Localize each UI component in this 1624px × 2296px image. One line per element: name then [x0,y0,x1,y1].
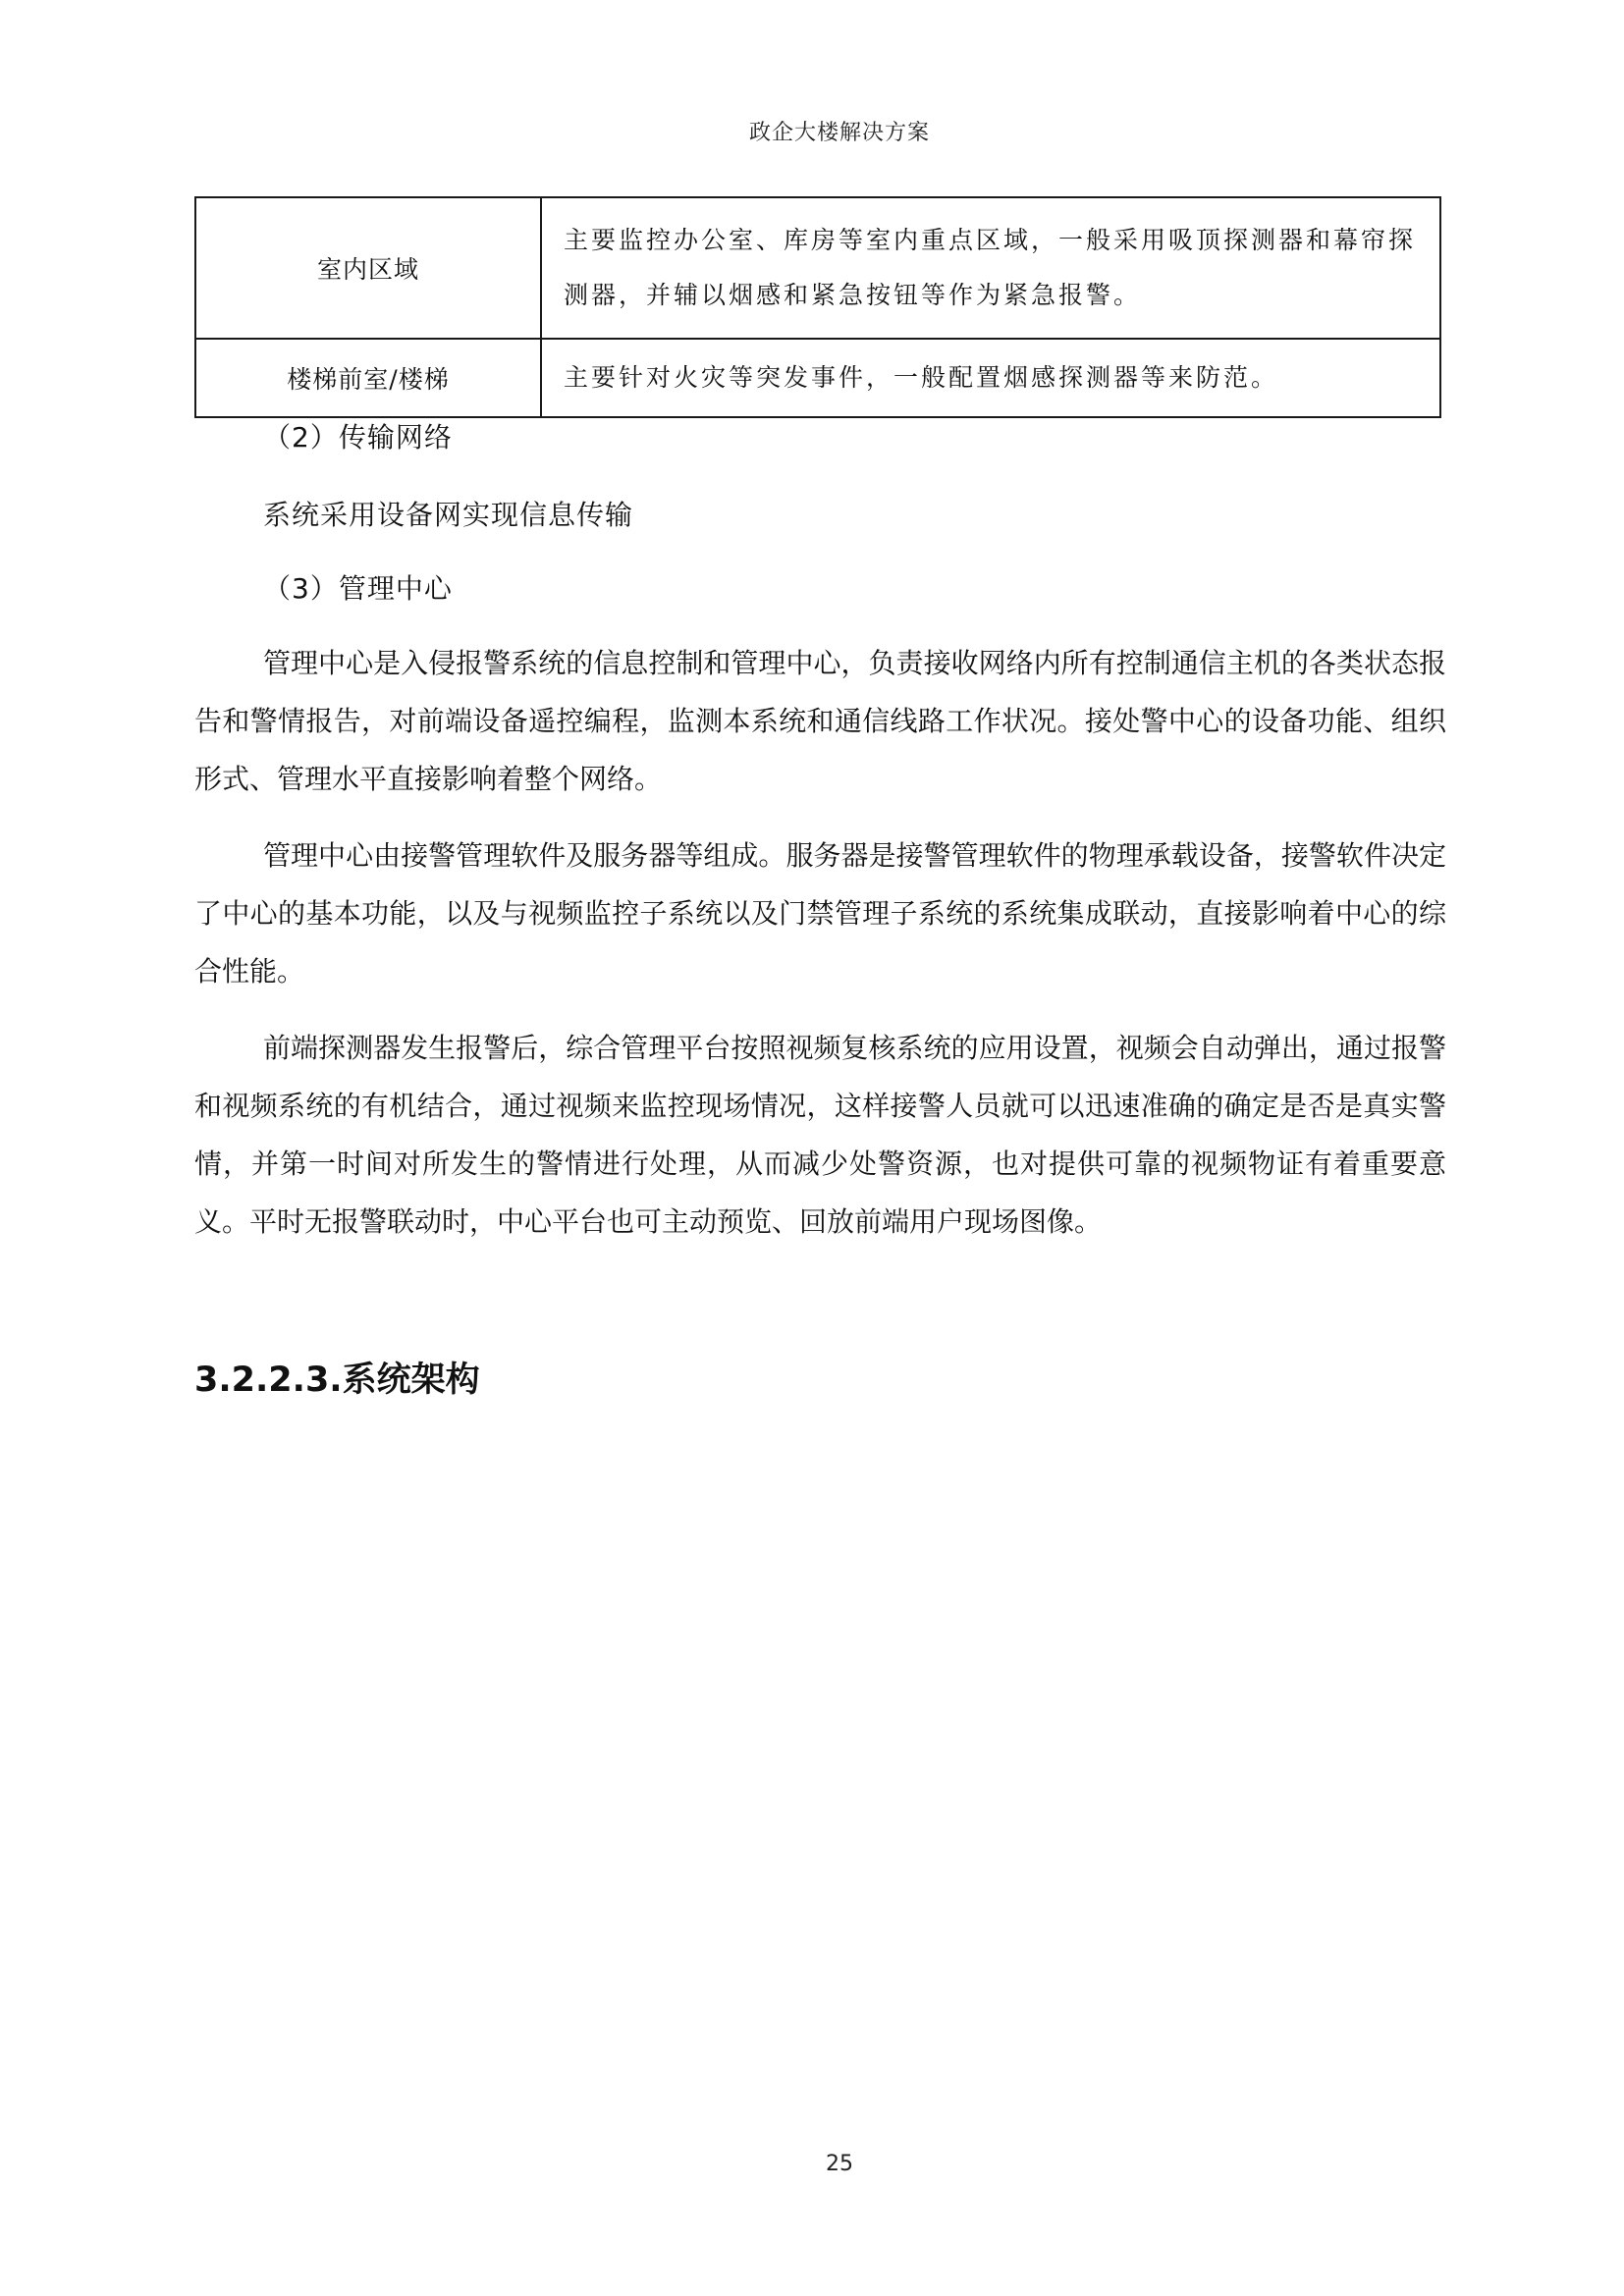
running-header: 政企大楼解决方案 [748,121,930,145]
section-heading-architecture: 3.2.2.3.系统架构 [194,1361,480,1400]
alarm-zone-table [194,196,1441,418]
page-number: 25 [826,2152,853,2176]
table-cell-area: 楼梯前室/楼梯 [195,339,541,417]
table-row [195,197,1440,339]
transmission-text: 系统采用设备网实现信息传输 [263,499,634,531]
management-heading: （3）管理中心 [263,572,453,605]
table-cell-description: 主要监控办公室、库房等室内重点区域，一般采用吸顶探测器和幕帘探测器，并辅以烟感和紧急按钮等作为紧急报警。 [541,197,1440,339]
management-paragraph-2: 管理中心由接警管理软件及服务器等组成。服务器是接警管理软件的物理承载设备，接警软件决定了中心的基本功能，以及与视频监控子系统以及门禁管理子系统的系统集成联动，直接影响着中心的综合性能。 [194,839,1446,988]
table-cell-description: 主要针对火灾等突发事件，一般配置烟感探测器等来防范。 [541,339,1440,417]
management-paragraph-3: 前端探测器发生报警后，综合管理平台按照视频复核系统的应用设置，视频会自动弹出，通过报警和视频系统的有机结合，通过视频来监控现场情况，这样接警人员就可以迅速准确的确定是否是真实警情，并第一时间对所发生的警情进行处理，从而减少处警资源，也对提供可靠的视频物证有着重要意义。平时无报警联动时，中心平台也可主动预览、回放前端用户现场图像。 [194,1032,1446,1238]
table-row [195,339,1440,417]
management-paragraph-1: 管理中心是入侵报警系统的信息控制和管理中心，负责接收网络内所有控制通信主机的各类状态报告和警情报告，对前端设备遥控编程，监测本系统和通信线路工作状况。接处警中心的设备功能、组织形式、管理水平直接影响着整个网络。 [194,647,1446,795]
transmission-heading: （2）传输网络 [263,421,453,454]
table-cell-area: 室内区域 [195,197,541,339]
